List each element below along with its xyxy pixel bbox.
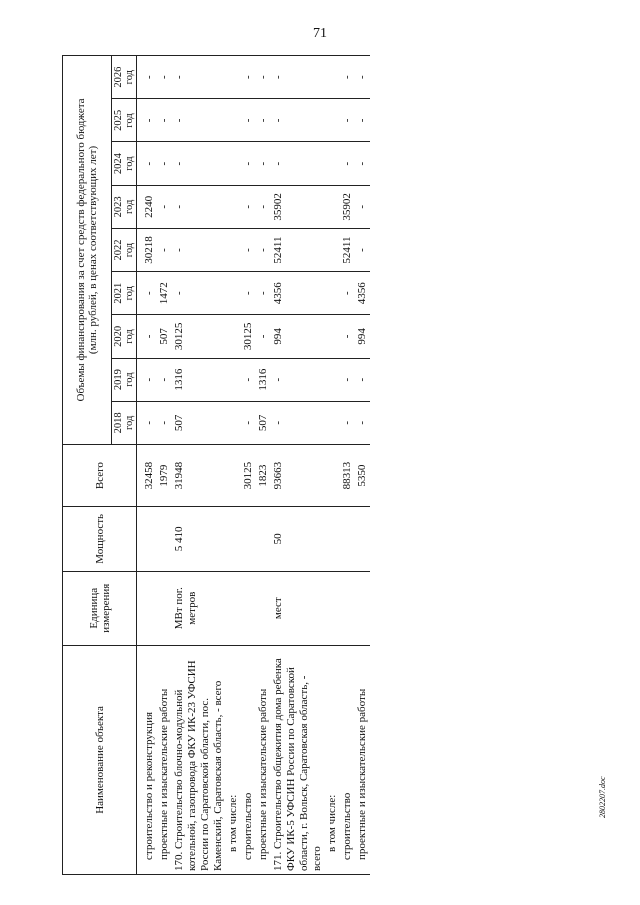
row-unit (241, 571, 256, 645)
row-year-value: - (355, 228, 370, 271)
row-name: в том числе: (325, 645, 340, 874)
row-year-value: - (137, 142, 158, 185)
row-year-value: - (256, 272, 271, 315)
row-year-value: - (340, 99, 355, 142)
row-year-value: - (137, 272, 158, 315)
row-year-value: - (256, 142, 271, 185)
row-capacity: 50 (271, 507, 325, 571)
row-year-value: - (256, 228, 271, 271)
row-year-value: - (157, 142, 172, 185)
row-unit (256, 571, 271, 645)
row-year-value: - (241, 358, 256, 401)
row-year-value (325, 185, 340, 228)
row-year-value (226, 358, 241, 401)
table-row (340, 56, 355, 875)
row-year-value: - (172, 272, 226, 315)
row-year-value: 507 (172, 401, 226, 444)
row-year-value: - (241, 142, 256, 185)
row-year-value: 994 (271, 315, 325, 358)
table-row (325, 56, 340, 875)
row-year-value (325, 358, 340, 401)
row-name: строительство (241, 645, 256, 874)
row-capacity (256, 507, 271, 571)
row-year-value: 35902 (271, 185, 325, 228)
row-year-value: - (355, 56, 370, 99)
header-name: Наименование объекта (63, 645, 137, 874)
row-year-value (325, 56, 340, 99)
rotated-table-container (62, 55, 618, 875)
financing-table (62, 55, 370, 875)
row-name: строительство и реконструкция (137, 645, 158, 874)
header-year: 2023 год (112, 185, 137, 228)
row-year-value: - (157, 185, 172, 228)
row-year-value: 507 (157, 315, 172, 358)
row-year-value: 4356 (355, 272, 370, 315)
row-capacity (226, 507, 241, 571)
row-year-value: - (256, 56, 271, 99)
row-name: строительство (340, 645, 355, 874)
row-year-value: 35902 (340, 185, 355, 228)
header-total: Всего (63, 444, 137, 506)
header-year: 2020 год (112, 315, 137, 358)
row-unit (325, 571, 340, 645)
row-year-value: - (137, 56, 158, 99)
row-year-value: - (172, 228, 226, 271)
row-name: проектные и изыскательские работы (355, 645, 370, 874)
row-year-value: - (241, 56, 256, 99)
row-total: 32458 (137, 444, 158, 506)
row-year-value: - (241, 272, 256, 315)
row-year-value: - (157, 56, 172, 99)
row-unit: МВт пог. метров (172, 571, 226, 645)
row-year-value (325, 272, 340, 315)
row-year-value (325, 228, 340, 271)
header-year: 2024 год (112, 142, 137, 185)
row-total: 93663 (271, 444, 325, 506)
row-capacity (157, 507, 172, 571)
row-year-value: - (355, 185, 370, 228)
row-year-value: - (355, 401, 370, 444)
row-year-value: 1316 (256, 358, 271, 401)
row-year-value: - (137, 401, 158, 444)
table-row (241, 56, 256, 875)
row-year-value: 507 (256, 401, 271, 444)
row-year-value (325, 401, 340, 444)
row-total: 88313 (340, 444, 355, 506)
header-year: 2019 год (112, 358, 137, 401)
row-year-value: - (157, 358, 172, 401)
row-year-value: - (137, 315, 158, 358)
row-year-value: 30218 (137, 228, 158, 271)
row-name: в том числе: (226, 645, 241, 874)
row-total: 30125 (241, 444, 256, 506)
row-year-value: - (340, 142, 355, 185)
header-capacity: Мощность (63, 507, 137, 571)
row-year-value: - (157, 401, 172, 444)
row-year-value: - (157, 99, 172, 142)
row-capacity (137, 507, 158, 571)
row-year-value: 30125 (241, 315, 256, 358)
table-body (137, 56, 371, 875)
table-header (63, 56, 137, 875)
row-unit (157, 571, 172, 645)
row-year-value (226, 99, 241, 142)
header-year: 2025 год (112, 99, 137, 142)
row-year-value: - (172, 185, 226, 228)
row-total (325, 444, 340, 506)
row-year-value: - (137, 99, 158, 142)
row-year-value: - (256, 315, 271, 358)
table-row (271, 56, 325, 875)
row-year-value: - (241, 401, 256, 444)
row-year-value: 30125 (172, 315, 226, 358)
row-name: 170. Строительство блочно-модульной котельной, газопровода ФКУ ИК-23 УФСИН России по Саратовской области, пос. Каменский, Саратовская область, - всего (172, 645, 226, 874)
row-year-value (226, 272, 241, 315)
row-year-value: - (340, 358, 355, 401)
row-year-value: 2240 (137, 185, 158, 228)
row-year-value: - (172, 99, 226, 142)
row-unit (340, 571, 355, 645)
table-row (157, 56, 172, 875)
row-year-value: - (355, 99, 370, 142)
row-year-value (226, 228, 241, 271)
row-year-value (226, 401, 241, 444)
row-total: 31948 (172, 444, 226, 506)
row-year-value: - (340, 315, 355, 358)
row-year-value: 52411 (271, 228, 325, 271)
footer-doc-code: 2802207.doc (598, 776, 607, 818)
header-funding-line2: (млн. рублей, в ценах соответствующих лет) (87, 145, 99, 355)
header-unit: Единица измерения (63, 571, 137, 645)
row-name: проектные и изыскательские работы (256, 645, 271, 874)
table-row (172, 56, 226, 875)
page-number: 71 (313, 26, 327, 41)
row-year-value: - (271, 358, 325, 401)
row-total: 1979 (157, 444, 172, 506)
row-year-value: - (256, 99, 271, 142)
header-year: 2022 год (112, 228, 137, 271)
row-unit (137, 571, 158, 645)
row-year-value: - (241, 185, 256, 228)
row-year-value: - (241, 228, 256, 271)
row-year-value: 4356 (271, 272, 325, 315)
row-unit (226, 571, 241, 645)
row-year-value: - (137, 358, 158, 401)
table-row (355, 56, 370, 875)
row-year-value: - (172, 56, 226, 99)
row-capacity (355, 507, 370, 571)
row-year-value (226, 56, 241, 99)
row-year-value: 1316 (172, 358, 226, 401)
row-year-value: - (271, 401, 325, 444)
row-year-value: - (340, 272, 355, 315)
table-row (256, 56, 271, 875)
row-year-value (325, 142, 340, 185)
row-total: 1823 (256, 444, 271, 506)
row-capacity: 5 410 (172, 507, 226, 571)
row-year-value: - (241, 99, 256, 142)
row-year-value (226, 142, 241, 185)
table-row (226, 56, 241, 875)
header-year: 2026 год (112, 56, 137, 99)
row-name: проектные и изыскательские работы (157, 645, 172, 874)
row-year-value: - (355, 142, 370, 185)
table-row (137, 56, 158, 875)
row-year-value (226, 315, 241, 358)
row-unit: мест (271, 571, 325, 645)
header-year: 2018 год (112, 401, 137, 444)
row-capacity (325, 507, 340, 571)
row-year-value: - (172, 142, 226, 185)
row-year-value: - (340, 56, 355, 99)
row-total: 5350 (355, 444, 370, 506)
row-unit (355, 571, 370, 645)
row-year-value: - (340, 401, 355, 444)
row-year-value (325, 315, 340, 358)
row-year-value (325, 99, 340, 142)
header-funding (63, 56, 112, 445)
row-year-value: - (157, 228, 172, 271)
row-year-value: - (271, 99, 325, 142)
row-year-value: - (271, 56, 325, 99)
header-year: 2021 год (112, 272, 137, 315)
row-year-value: - (355, 358, 370, 401)
row-year-value: - (256, 185, 271, 228)
row-year-value: - (271, 142, 325, 185)
row-year-value: 52411 (340, 228, 355, 271)
row-capacity (241, 507, 256, 571)
row-name: 171. Строительство общежития дома ребенка ФКУ ИК-5 УФСИН России по Саратовской области, г. Вольск, Саратовская область, - всего (271, 645, 325, 874)
row-year-value (226, 185, 241, 228)
row-year-value: 994 (355, 315, 370, 358)
header-funding-line1: Объемы финансирования за счет средств федерального бюджета (75, 98, 87, 402)
row-total (226, 444, 241, 506)
row-capacity (340, 507, 355, 571)
row-year-value: 1472 (157, 272, 172, 315)
